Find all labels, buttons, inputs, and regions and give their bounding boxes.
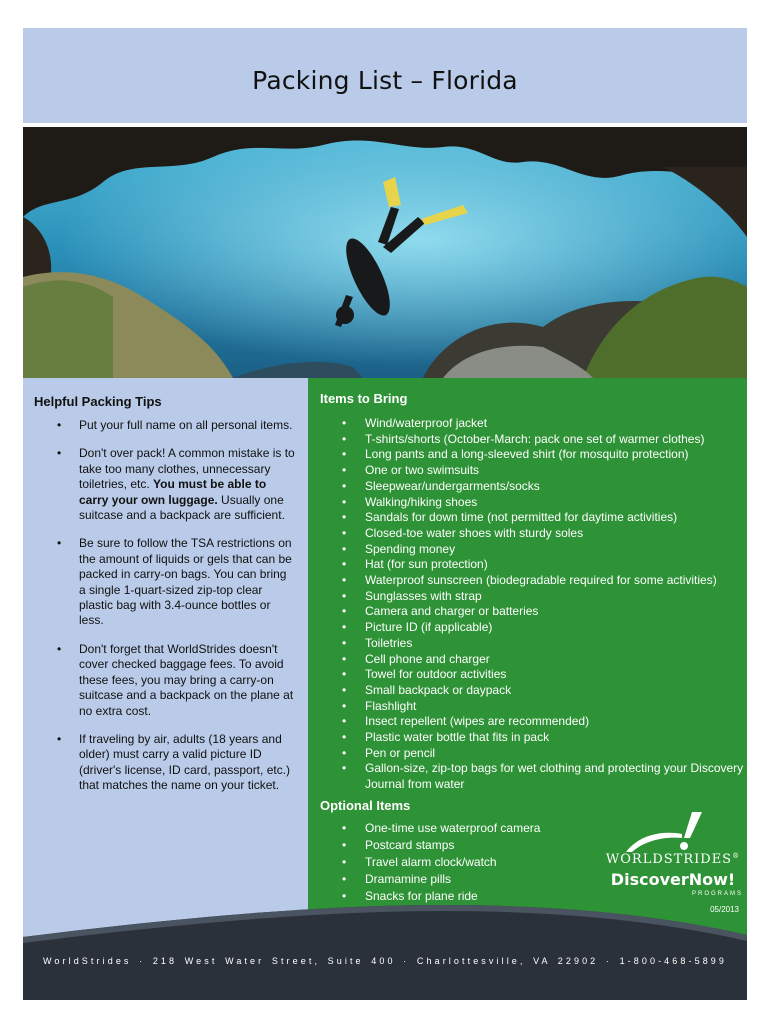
packing-tips-heading: Helpful Packing Tips (34, 394, 162, 409)
packing-tips-list (45, 418, 295, 807)
items-panel (308, 378, 747, 938)
list-item: • Snacks for plane ride (330, 888, 540, 905)
optional-items-list (330, 820, 540, 905)
footer-band (23, 905, 747, 1000)
list-item: • Pen or pencil (330, 746, 750, 762)
list-item: • Postcard stamps (330, 837, 540, 854)
list-item: • One or two swimsuits (330, 463, 750, 479)
tip-item: • Put your full name on all personal items. (45, 418, 295, 433)
tip-emphasis: You must be able to carry your own luggage. (79, 477, 267, 507)
list-item: • Flashlight (330, 699, 750, 715)
list-item: • Sandals for down time (not permitted for daytime activities) (330, 510, 750, 526)
list-item: • Wind/waterproof jacket (330, 416, 750, 432)
list-item: • Picture ID (if applicable) (330, 620, 750, 636)
items-to-bring-list (330, 416, 750, 793)
footer-address: WorldStrides · 218 West Water Street, Suite 400 · Charlottesville, VA 22902 · 1-800-468-5899 (42, 956, 728, 966)
hero-photo (23, 127, 747, 378)
logo-brand: WORLDSTRIDES® (605, 852, 741, 867)
list-item: • T-shirts/shorts (October-March: pack one set of warmer clothes) (330, 432, 750, 448)
page-title: Packing List – Florida (252, 66, 518, 95)
logo-mark-icon (598, 808, 748, 853)
list-item: • Travel alarm clock/watch (330, 854, 540, 871)
tip-item: • Don't over pack! A common mistake is to take too many clothes, unnecessary toiletries, etc. You must be able to carry your own luggage. Usually one suitcase and a backpack are sufficient. (45, 446, 295, 523)
header-banner (23, 28, 747, 123)
list-item: • Hat (for sun protection) (330, 557, 750, 573)
list-item: • Sleepwear/undergarments/socks (330, 479, 750, 495)
packing-tips-panel (23, 378, 308, 938)
list-item: • Dramamine pills (330, 871, 540, 888)
list-item: • One-time use waterproof camera (330, 820, 540, 837)
document-date: 05/2013 (710, 905, 739, 914)
items-to-bring-heading: Items to Bring (320, 391, 408, 406)
tip-item: • Don't forget that WorldStrides doesn't cover checked baggage fees. To avoid these fees, you may bring a carry-on suitcase and a backpack on the plane at no extra cost. (45, 642, 295, 719)
list-item: • Long pants and a long-sleeved shirt (for mosquito protection) (330, 447, 750, 463)
list-item: • Sunglasses with strap (330, 589, 750, 605)
worldstrides-logo (598, 808, 748, 908)
list-item: • Insect repellent (wipes are recommended) (330, 714, 750, 730)
tip-item: • If traveling by air, adults (18 years and older) must carry a valid picture ID (driver's license, ID card, passport, etc.) that matches the name on your ticket. (45, 732, 295, 794)
list-item: • Plastic water bottle that fits in pack (330, 730, 750, 746)
logo-subbrand: DiscoverNow! (610, 870, 736, 889)
list-item: • Spending money (330, 542, 750, 558)
list-item: • Walking/hiking shoes (330, 495, 750, 511)
logo-programs: PROGRAMS (691, 891, 743, 897)
tip-item: • Be sure to follow the TSA restrictions on the amount of liquids or gels that can be packed in carry-on bags. You can bring a single 1-quart-sized zip-top clear plastic bag with 3.4-ounce bottles or less. (45, 536, 295, 628)
list-item: • Closed-toe water shoes with sturdy soles (330, 526, 750, 542)
list-item: • Gallon-size, zip-top bags for wet clothing and protecting your Discovery Journal from water (330, 761, 750, 792)
list-item: • Waterproof sunscreen (biodegradable required for some activities) (330, 573, 750, 589)
list-item: • Cell phone and charger (330, 652, 750, 668)
list-item: • Towel for outdoor activities (330, 667, 750, 683)
list-item: • Small backpack or daypack (330, 683, 750, 699)
optional-items-heading: Optional Items (320, 798, 411, 813)
list-item: • Camera and charger or batteries (330, 604, 750, 620)
list-item: • Toiletries (330, 636, 750, 652)
